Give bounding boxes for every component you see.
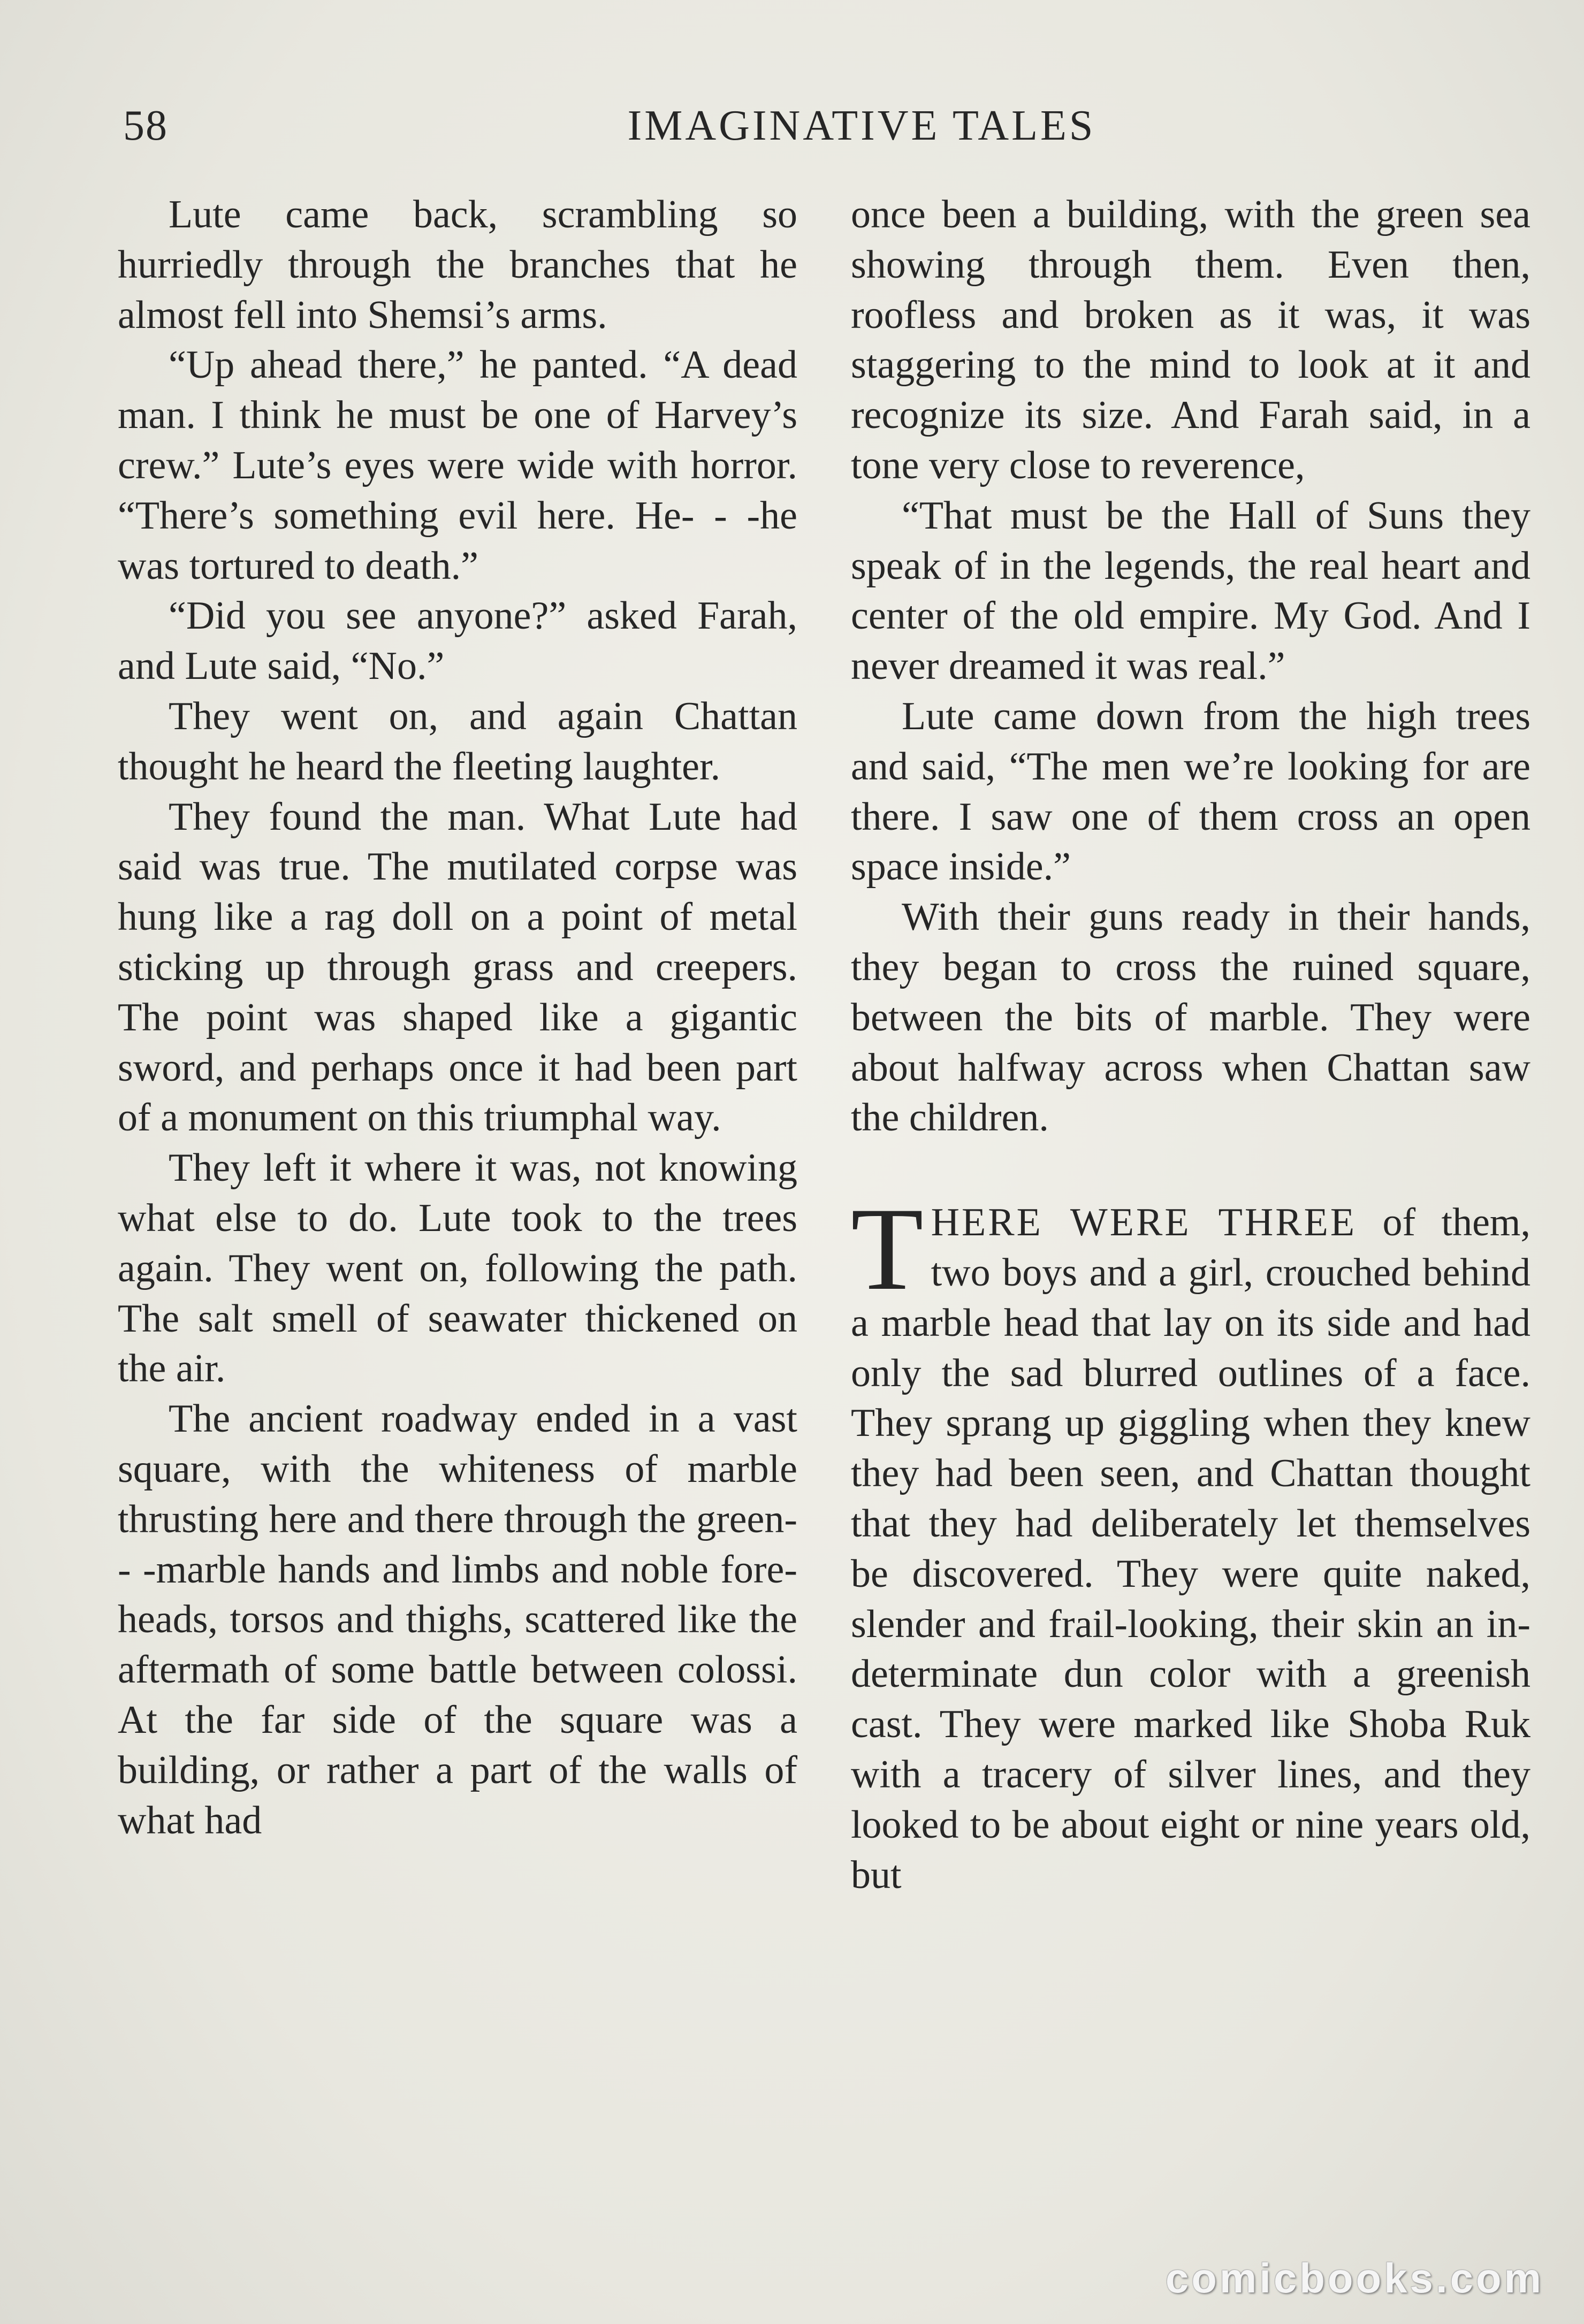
section-text: of them, two boys and a girl, crouched behind a marble head that lay on its side and had only the sad blurred outlines of a face. They sprang up giggling when they knew they had been seen, and Chattan thought that they had deliberately let themselves be discovered. They were quite naked, slender and frail-looking, their skin an indeterminate dun color with a greenish cast. They were marked like Shoba Ruk with a tracery of silver lines, and they looked to be about eight or nine years old, but (851, 1201, 1530, 1897)
paragraph: once been a building, with the green sea showing through them. Even then, roofless and broken as it was, it was staggering to the mind to look at it and recognize its size. And Farah said, in a tone very close to reverence, (851, 193, 1530, 487)
paragraph: “Up ahead there,” he panted. “A dead man. I think he must be one of Harvey’s crew.” Lute’s eyes were wide with horror. “There’s something evil here. He- - -he was tortured to death.” (118, 343, 797, 588)
paragraph: “Did you see anyone?” asked Farah, and Lute said, “No.” (118, 594, 797, 689)
page-number: 58 (123, 102, 168, 149)
paragraph: They left it where it was, not knowing what else to do. Lute took to the trees again. They went on, following the path. The salt smell of seawater thickened on the air. (118, 1146, 797, 1391)
small-caps-lead: HERE WERE THREE (931, 1201, 1357, 1245)
paragraph: They went on, and again Chattan thought he heard the fleeting laughter. (118, 694, 797, 789)
paragraph: They found the man. What Lute had said was true. The mutilated corpse was hung like a rag doll on a point of metal sticking up through grass and creepers. The point was shaped like a gigantic sword, and perhaps once it had been part of a monument on this triumphal way. (118, 794, 797, 1140)
left-column (118, 190, 797, 1846)
paragraph: “That must be the Hall of Suns they speak of in the legends, the real heart and center of the old empire. My God. And I never dreamed it was real.” (851, 493, 1530, 689)
right-column (851, 190, 1530, 1900)
paragraph: Lute came down from the high trees and said, “The men we’re looking for are there. I saw one of them cross an open space inside.” (851, 694, 1530, 889)
section-opening-paragraph (851, 1183, 1530, 1900)
running-head: IMAGINATIVE TALES (627, 102, 1096, 149)
paragraph: The ancient roadway ended in a vast square, with the whiteness of marble thrusting here and there through the green- - -marble hands and limbs and noble foreheads, torsos and thighs, scattered like the aftermath of some battle between colossi. At the far side of the square was a building, or rather a part of the walls of what had (118, 1397, 797, 1843)
watermark: comicbooks.com (1165, 2254, 1544, 2302)
page-header (118, 102, 1530, 166)
drop-cap: T (851, 1183, 924, 1316)
paragraph: With their guns ready in their hands, they began to cross the ruined square, between the bits of marble. They were about halfway across when Chattan saw the children. (851, 895, 1530, 1140)
paragraph: Lute came back, scrambling so hurriedly through the branches that he almost fell into Shemsi’s arms. (118, 193, 797, 337)
